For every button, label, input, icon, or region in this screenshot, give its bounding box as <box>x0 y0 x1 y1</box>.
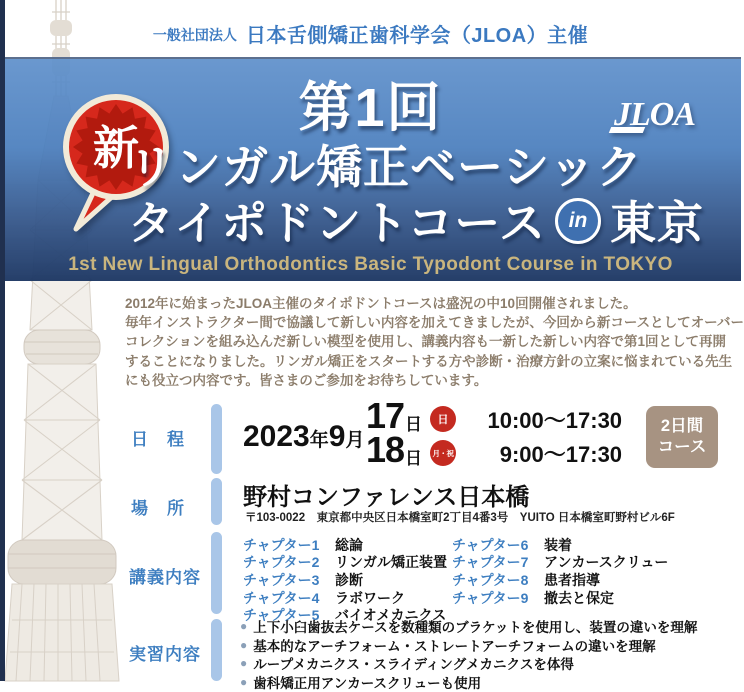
title-main-line: リンガル矯正ベーシック <box>128 141 644 193</box>
chapter-row <box>243 571 447 589</box>
practice-item <box>240 673 697 692</box>
chapter-number: チャプター7 <box>452 554 529 571</box>
day-unit: 日 <box>405 414 423 434</box>
bullet-icon: ● <box>240 637 248 652</box>
schedule-year-month <box>243 420 364 454</box>
intro-line: 毎年インストラクター間で協議して新しい内容を加えてきましたが、今回から新コースとしてオーバー <box>125 315 744 331</box>
practice-divider-bar <box>211 619 222 681</box>
bullet-icon: ● <box>240 675 248 690</box>
title-session-number: 第1回 <box>298 78 443 138</box>
bullet-icon: ● <box>240 656 248 671</box>
organizer-name: 日本舌側矯正歯科学会（JLOA）主催 <box>245 25 589 47</box>
practice-item-text: 上下小臼歯抜去ケースを数種類のブラケットを使用し、装置の違いを理解 <box>253 620 698 636</box>
chapter-title: 装着 <box>544 536 572 553</box>
day-unit: 日 <box>405 448 423 468</box>
jloa-logo-text: JLOA <box>614 96 695 133</box>
new-badge-text: 新 <box>93 122 139 174</box>
practice-label: 実習内容 <box>129 645 201 664</box>
chapter-list-right <box>452 536 668 606</box>
schedule-label: 日 程 <box>131 430 185 449</box>
day-time: 10:00～17:30 <box>487 407 623 433</box>
venue-label: 場 所 <box>131 499 185 518</box>
title-city-text: 東京 <box>609 197 704 249</box>
chapter-title: アンカースクリュー <box>544 554 669 571</box>
practice-list <box>240 617 697 691</box>
intro-paragraph <box>125 294 744 390</box>
organizer-prefix: 一般社団法人 <box>152 27 237 43</box>
chapter-number: チャプター8 <box>452 571 529 588</box>
venue-address: 〒103-0022 東京都中央区日本橋室町2丁目4番3号 YUITO 日本橋室町野村ビル6F <box>245 512 675 524</box>
english-subtitle: 1st New Lingual Orthodontics Basic Typodont Course in TOKYO <box>68 254 673 275</box>
chapter-number: チャプター1 <box>243 536 320 553</box>
chapter-title: バイオメカニクス <box>335 607 447 624</box>
day-time: 9:00～17:30 <box>499 441 623 467</box>
intro-line: にも役立つ内容です。皆さまのご参加をお待ちしています。 <box>125 372 488 388</box>
day-of-week-badge: 月・祝 <box>430 440 456 466</box>
chapter-number: チャプター9 <box>452 589 529 606</box>
left-edge-strip <box>0 0 5 681</box>
title-course-line <box>128 187 704 253</box>
day-number: 17 <box>366 395 405 436</box>
chapter-title: 撤去と保定 <box>544 589 614 606</box>
chapter-row <box>452 571 668 589</box>
in-circle-badge: in <box>555 198 601 244</box>
chapter-row <box>452 589 668 607</box>
chapter-row <box>243 554 447 572</box>
day-number: 18 <box>366 429 405 470</box>
practice-item-text: 基本的なアーチフォーム・ストレートアーチフォームの違いを理解 <box>253 638 656 654</box>
chapter-number: チャプター2 <box>243 554 320 571</box>
two-day-course-badge <box>646 406 718 468</box>
schedule-day-row <box>366 430 622 470</box>
practice-item-text: 歯科矯正用アンカースクリューも使用 <box>253 676 482 692</box>
chapter-title: 患者指導 <box>544 571 600 588</box>
schedule-month-unit: 月 <box>345 430 365 451</box>
venue-name: 野村コンファレンス日本橋 <box>243 484 530 511</box>
schedule-year: 2023 <box>243 420 310 453</box>
intro-line: することになりました。リンガル矯正をスタートする方や診断・治療方針の立案に悩まれている先生 <box>125 353 733 369</box>
chapter-row <box>452 554 668 572</box>
bullet-icon: ● <box>240 619 248 634</box>
chapter-list-left <box>243 536 447 624</box>
schedule-year-unit: 年 <box>309 430 329 451</box>
chapter-title: 総論 <box>335 536 363 553</box>
practice-item-text: ループメカニクス・スライディングメカニクスを体得 <box>253 657 574 673</box>
title-banner <box>0 57 741 281</box>
chapter-row <box>243 589 447 607</box>
day-of-week-badge: 日 <box>430 406 456 432</box>
title-course-text: タイポドントコース <box>128 197 546 249</box>
schedule-month: 9 <box>328 420 346 453</box>
venue-divider-bar <box>211 478 222 525</box>
chapter-number: チャプター5 <box>243 607 320 624</box>
intro-line: コレクションを組み込んだ新しい模型を使用し、講義内容も一新した新しい内容で第1回として再開 <box>125 334 726 350</box>
intro-line: 2012年に始まったJLOA主催のタイポドントコースは盛況の中10回開催されました。 <box>125 296 637 311</box>
practice-item <box>240 617 697 636</box>
practice-item <box>240 654 697 673</box>
chapter-title: リンガル矯正装置 <box>335 554 447 571</box>
schedule-divider-bar <box>211 404 222 474</box>
chapter-number: チャプター4 <box>243 589 320 606</box>
chapter-number: チャプター3 <box>243 571 320 588</box>
chapter-number: チャプター6 <box>452 536 529 553</box>
lecture-divider-bar <box>211 532 222 614</box>
organizer-header <box>0 0 741 57</box>
chapter-row <box>243 536 447 554</box>
lecture-label: 講義内容 <box>129 568 201 587</box>
chapter-row <box>452 536 668 554</box>
course-badge-line1: 2日間 <box>660 417 704 435</box>
chapter-title: 診断 <box>335 571 363 588</box>
chapter-title: ラボワーク <box>335 589 405 606</box>
course-badge-line2: コース <box>657 438 707 456</box>
practice-item <box>240 636 697 655</box>
